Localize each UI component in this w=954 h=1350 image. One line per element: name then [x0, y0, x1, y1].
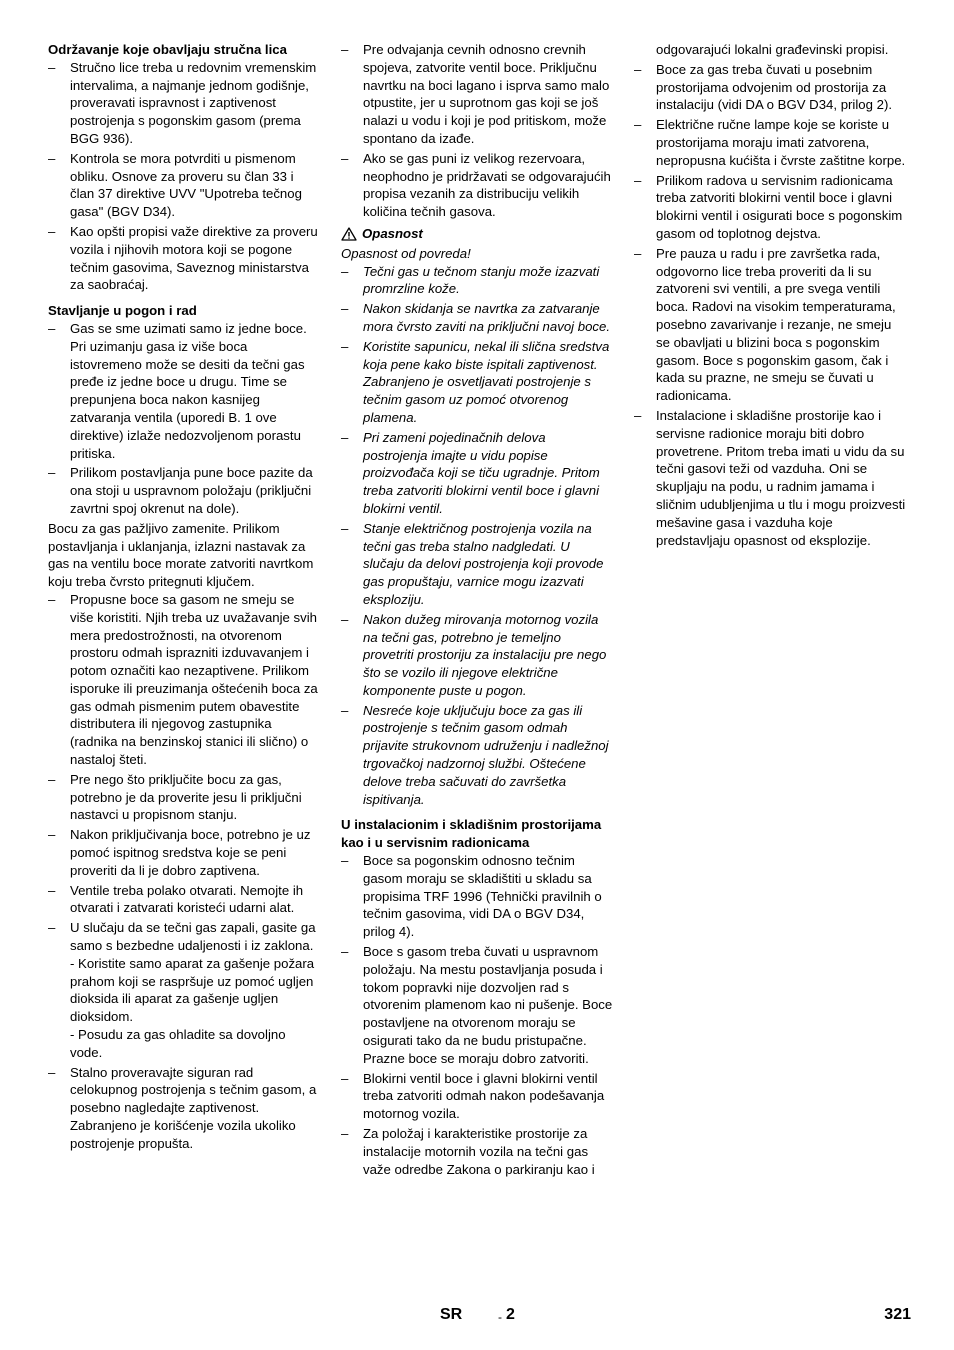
section-heading-operation: Stavljanje u pogon i rad: [48, 303, 197, 319]
list-item: – Nakon priključivanja boce, potrebno je uz pomoć ispitnog sredstva koje se peni proveriti da li je dobro zaptivena.: [48, 826, 320, 879]
list-item: – Pre nego što priključite bocu za gas, potrebno je da proverite jesu li priključni nastavci u propisnom stanju.: [48, 771, 320, 824]
warning-item: – Tečni gas u tečnom stanju može izazvati promrzline kože.: [341, 263, 613, 299]
list-item: – Boce za gas treba čuvati u posebnim prostorijama odvojenim od prostorija za instalaciju (vidi DA o BGV D34, prilog 2).: [634, 61, 906, 114]
section-heading-maintenance: Održavanje koje obavljaju stručna lica: [48, 42, 287, 57]
list-item: – Prilikom postavljanja pune boce pazite da ona stoji u uspravnom položaju (priključni zavrtni spoj okrenut na dole).: [48, 464, 320, 517]
list-item: – Za položaj i karakteristike prostorije za instalacije motornih vozila na tečni gas važe odredbe Zakona o parkiranju kao i: [341, 1125, 613, 1178]
warning-heading: [341, 225, 613, 243]
footer-dash: -: [498, 1310, 502, 1324]
list-item: – Kontrola se mora potvrditi u pismenom obliku. Osnove za proveru su član 33 i član 37 direktive UVV "Upotreba tečnog gasa" (BGV D34).: [48, 150, 320, 221]
list-item: – Električne ručne lampe koje se koriste u prostorijama moraju imati zatvorena, nepropusna kućišta i čvrste zaštitne korpe.: [634, 116, 906, 169]
page-number: 321: [884, 1306, 911, 1323]
warning-item: – Nakon skidanja se navrtka za zatvaranje mora čvrsto zaviti na priključni navoj boce.: [341, 300, 613, 336]
warning-triangle-icon: [341, 227, 357, 241]
list-item: – Prilikom radova u servisnim radionicama treba zatvoriti blokirni ventil boce i glavni blokirni ventil i osigurati boce s pogonskim gasom od toplotnog dejstva.: [634, 172, 906, 243]
warning-intro: Opasnost od povreda!: [341, 245, 471, 261]
paragraph: Bocu za gas pažljivo zamenite. Prilikom postavljanja i uklanjanja, izlazni nastavak za gas na ventilu boce morate zatvoriti navrtkom koju treba čvrsto pritegnuti ključem.: [48, 520, 314, 590]
warning-item: – Stanje električnog postrojenja vozila na tečni gas treba stalno nadgledati. U slučaju da delovi postrojenja koji provode gas propuštaju, varnice mogu izazvati eksploziju.: [341, 520, 613, 609]
sub-item: - Posudu za gas ohladite sa dovoljno vode.: [70, 1027, 286, 1060]
section-heading-installation: U instalacionim i skladišnim prostorijama kao i u servisnim radionicama: [341, 817, 602, 851]
list-item: – Boce s gasom treba čuvati u uspravnom položaju. Na mestu postavljanja posuda i tokom popravki nije dozvoljen rad s otvorenim plamenom kao ni pušenje. Boce postavljene na otvorenom moraju se osigurati tako da ne budu pristupačne. Prazne boce se moraju dobro zatvoriti.: [341, 943, 613, 1068]
list-item: – Boce sa pogonskim odnosno tečnim gasom moraju se skladištiti u skladu sa propisima TRF 1996 (Tehnički pravilnih o tečnim gasovima, vidi DA o BGV D34, prilog 4).: [341, 852, 613, 941]
list-item: – Gas se sme uzimati samo iz jedne boce. Pri uzimanju gasa iz više boca istovremeno može se desiti da tečni gas pređe iz jedne boce u drugu. Time se prepunjena boca nakon kasnijeg zatvaranja ventila (uporedi B. 1 ove direktive) izlaže nedozvoljenom porastu pritiska.: [48, 320, 320, 462]
list-item: – Kao opšti propisi važe direktive za proveru vozila i njihovih motora koji se pogone tečnim gasovima, Saveznog ministarstva za saobraćaj.: [48, 223, 320, 294]
warning-item: – Koristite sapunicu, nekal ili slična sredstva koja pene kako biste ispitali zaptivenost. Zabranjeno je osvetljavati postrojenje s tečnim gasom uz pomoć otvorenog plamena.: [341, 338, 613, 427]
list-item: – Ventile treba polako otvarati. Nemojte ih otvarati i zatvarati koristeći udarni alat.: [48, 882, 320, 918]
list-item: – Instalacione i skladišne prostorije kao i servisne radionice moraju biti dobro provetrene. Pritom treba imati u vidu da su tečni gasovi teži od vazduha. Oni se skupljaju na podu, u radnim jamama i sličnim udubljenjima u tlu i mogu proizvesti mešavine gasa i vazduha koje predstavljaju opasnost od eksplozije.: [634, 407, 906, 549]
warning-title: Opasnost: [362, 225, 423, 241]
list-item: – Blokirni ventil boce i glavni blokirni ventil treba zatvoriti odmah nakon podešavanja motornog vozila.: [341, 1070, 613, 1123]
column-1: [48, 41, 320, 1155]
list-item: – Pre odvajanja cevnih odnosno crevnih spojeva, zatvorite ventil boce. Priključnu navrtku na boci lagano i isprva samo malo otpustite, jer u suprotnom gas koji se još nalazi u vodu i koji je pod pritiskom, može spontano da izađe.: [341, 41, 613, 148]
list-item: – Stalno proveravajte siguran rad celokupnog postrojenja s tečnim gasom, a posebno nagledajte zaptivenost. Zabranjeno je korišćenje vozila ukoliko postrojenje propušta.: [48, 1064, 320, 1153]
column-2: [341, 41, 613, 1180]
list-item: – Pre pauza u radu i pre završetka rada, odgovorno lice treba proveriti da li su zatvoreni svi ventili, a pre svega ventili boca. Radovi na visokim temperaturama, posebno zavarivanje i rezanje, ne smeju se obavljati u blizini boca s pogonskim gasom. Boce s pogonskim gasom, čak i kada su prazne, ne smeju se čuvati u radionicama.: [634, 245, 906, 405]
list-item: – Propusne boce sa gasom ne smeju se više koristiti. Njih treba uz uvažavanje svih mera predostrožnosti, na otvorenom prostoru odmah isprazniti izduvavanjem i potom označiti kao nezaptivene. Prilikom isporuke ili preuzimanja oštećenih boca za gas odmah pismenim putem obavestite distributera ili njegovog zastupnika (radnika na benzinskoj stanici ili slično) o nastaloj šteti.: [48, 591, 320, 769]
footer-section-number: 2: [506, 1306, 515, 1323]
list-item: – U slučaju da se tečni gas zapali, gasite ga samo s bezbedne udaljenosti i iz zaklona.: [48, 919, 320, 955]
list-item: – Ako se gas puni iz velikog rezervoara, neophodno je pridržavati se odgovarajućih propisa vezanih za distribuciju velikih količina tečnih gasova.: [341, 150, 613, 221]
sub-item: - Koristite samo aparat za gašenje požara prahom koji se raspršuje uz pomoć ugljen dioksida ili aparat za gašenje ugljen dioksidom.: [70, 955, 315, 1025]
warning-item: – Nesreće koje uključuju boce za gas ili postrojenje s tečnim gasom odmah prijavite strukovnom udruženju i nadležnoj trgovačkoj nadzornoj službi. Oštećene delove treba sačuvati do završetka ispitivanja.: [341, 702, 613, 809]
warning-item: – Pri zameni pojedinačnih delova postrojenja imajte u vidu popise proizvođača koji se tiču ugradnje. Pritom treba zatvoriti blokirni ventil boce i glavni blokirni ventil.: [341, 429, 613, 518]
footer-language: SR: [440, 1306, 463, 1323]
list-item: – Stručno lice treba u redovnim vremenskim intervalima, a najmanje jednom godišnje, proveravati ispravnost i zaptivenost postrojenja s pogonskim gasom (prema BGG 936).: [48, 59, 320, 148]
warning-item: – Nakon dužeg mirovanja motornog vozila na tečni gas, potrebno je temeljno provetriti prostoriju za instalaciju pre nego što se vozilo ili njegove električne komponente puste u pogon.: [341, 611, 613, 700]
column-3: [634, 41, 906, 551]
continued-text: odgovarajući lokalni građevinski propisi.: [656, 42, 889, 57]
